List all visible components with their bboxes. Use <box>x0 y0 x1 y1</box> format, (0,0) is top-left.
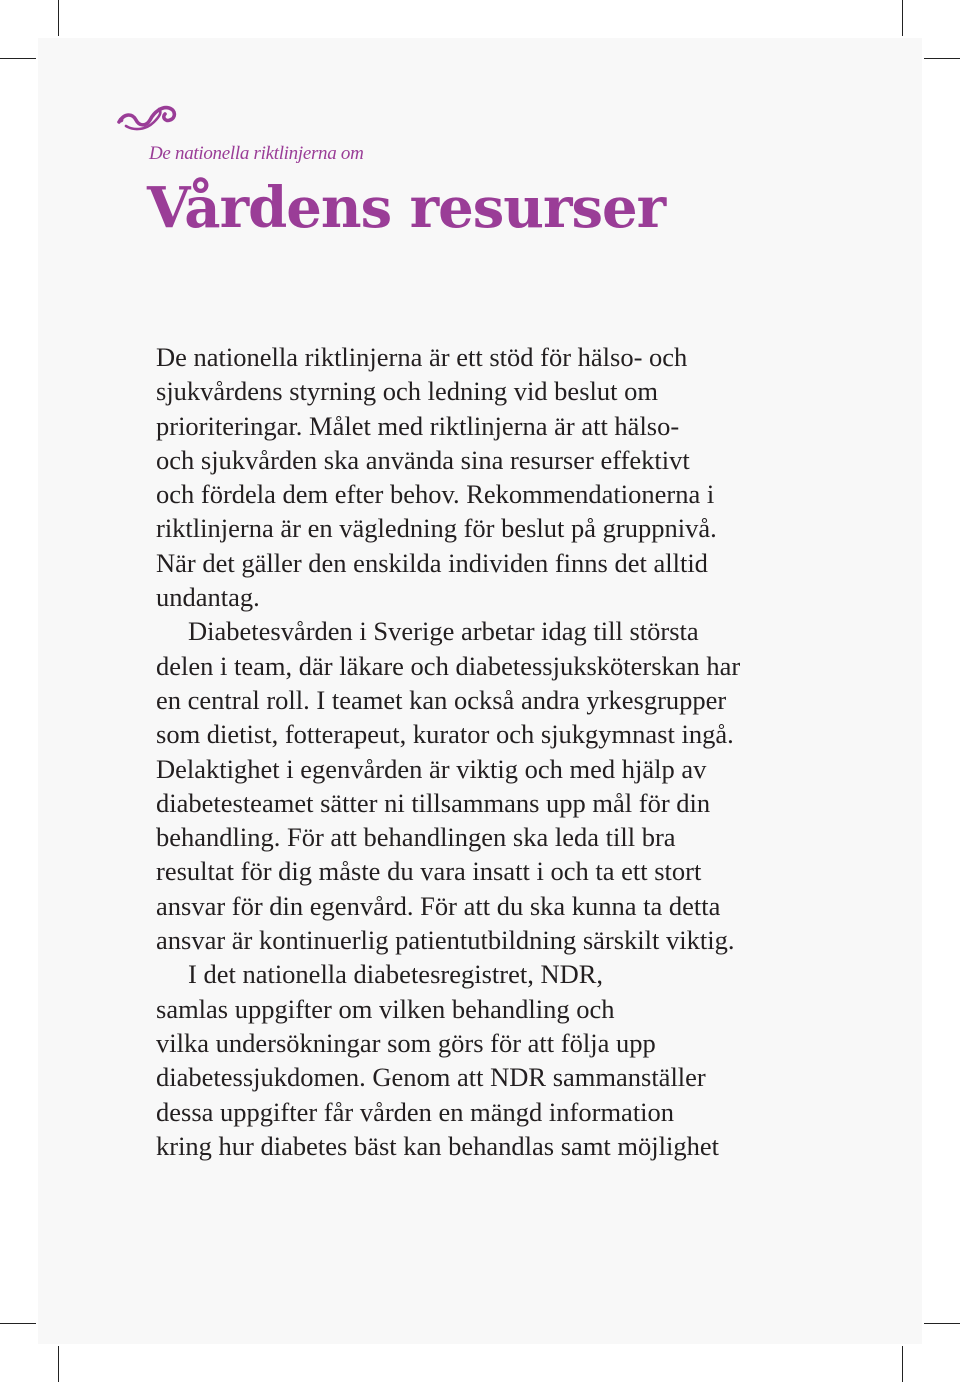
body-line: dessa uppgifter får vården en mängd information <box>156 1096 675 1127</box>
crop-mark-bottom-left-horizontal <box>0 1323 36 1324</box>
body-line: När det gäller den enskilda individen finns det alltid <box>156 547 708 578</box>
body-line: riktlinjerna är en vägledning för beslut på gruppnivå. <box>156 513 717 544</box>
crop-mark-bottom-right-horizontal <box>924 1323 960 1324</box>
body-line: och fördela dem efter behov. Rekommendationerna i <box>156 479 715 510</box>
body-line: samlas uppgifter om vilken behandling och <box>156 993 615 1024</box>
body-text <box>156 340 836 1163</box>
crop-mark-bottom-right <box>902 1346 903 1382</box>
body-line: diabetesteamet sätter ni tillsammans upp mål för din <box>156 787 711 818</box>
body-line: prioriteringar. Målet med riktlinjerna är att hälso- <box>156 410 680 441</box>
body-line: resultat för dig måste du vara insatt i och ta ett stort <box>156 856 702 887</box>
body-line: som dietist, fotterapeut, kurator och sjukgymnast ingå. <box>156 719 734 750</box>
body-line: ansvar för din egenvård. För att du ska kunna ta detta <box>156 890 721 921</box>
body-line: Delaktighet i egenvården är viktig och med hjälp av <box>156 753 707 784</box>
body-line: delen i team, där läkare och diabetessjuksköterskan har <box>156 650 741 681</box>
body-line: diabetessjukdomen. Genom att NDR sammanställer <box>156 1062 706 1093</box>
body-line: och sjukvården ska använda sina resurser effektivt <box>156 444 690 475</box>
body-line: sjukvårdens styrning och ledning vid beslut om <box>156 376 658 407</box>
body-line: en central roll. I teamet kan också andra yrkesgrupper <box>156 684 727 715</box>
body-line: behandling. För att behandlingen ska leda till bra <box>156 822 676 853</box>
body-line: De nationella riktlinjerna är ett stöd för hälso- och <box>156 342 688 372</box>
body-line: undantag. <box>156 582 260 613</box>
page-title: Vårdens resurser <box>147 175 666 241</box>
body-line: ansvar är kontinuerlig patientutbildning särskilt viktig. <box>156 925 735 956</box>
body-line: I det nationella diabetesregistret, NDR, <box>188 959 604 990</box>
swirl-ornament-icon <box>116 98 180 134</box>
crop-mark-top-right <box>902 0 903 36</box>
crop-mark-top-left <box>58 0 59 36</box>
crop-mark-bottom-left <box>58 1346 59 1382</box>
crop-mark-top-left-horizontal <box>0 58 36 59</box>
body-line: vilka undersökningar som görs för att följa upp <box>156 1027 656 1058</box>
body-line: Diabetesvården i Sverige arbetar idag till största <box>188 616 699 647</box>
body-line: kring hur diabetes bäst kan behandlas samt möjlighet <box>156 1130 719 1161</box>
header-kicker: De nationella riktlinjerna om <box>149 143 364 164</box>
crop-mark-top-right-horizontal <box>924 58 960 59</box>
